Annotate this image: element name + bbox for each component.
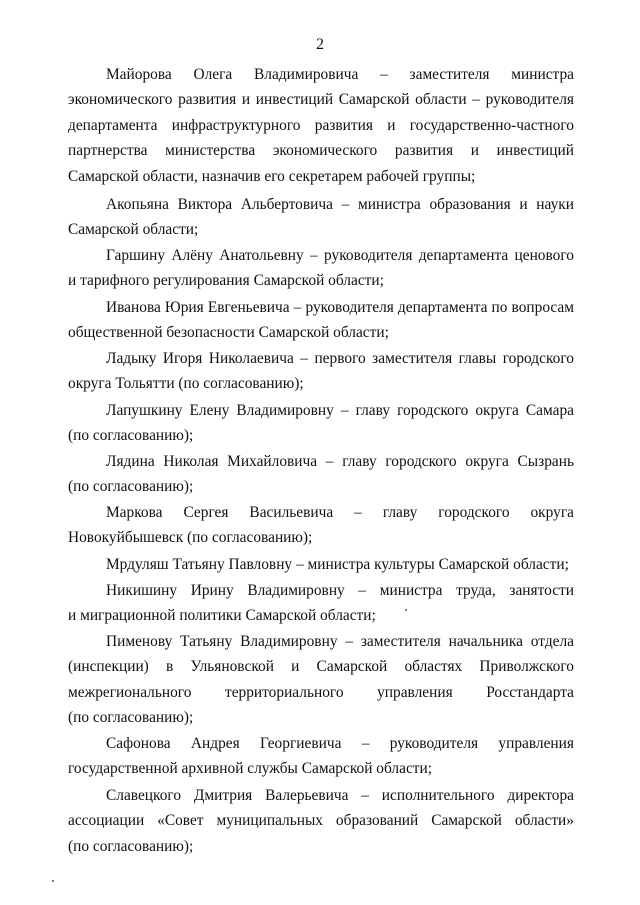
member-entry: [68, 629, 574, 731]
entry-line: Самарской области;: [68, 221, 199, 239]
member-entry: [68, 243, 574, 294]
member-entry: [68, 346, 574, 397]
entry-line: Ладыку Игоря Николаевича – первого заместителя главы городского: [106, 350, 574, 367]
page-number: 2: [316, 36, 324, 53]
entry-line: и миграционной политики Самарской области;: [68, 607, 376, 625]
entry-line: государственной архивной службы Самарской области;: [68, 760, 433, 778]
entry-line: округа Тольятти (по согласованию);: [68, 375, 304, 393]
entry-line: (по согласованию);: [68, 427, 194, 445]
entry-line: Сафонова Андрея Георгиевича – руководителя управления: [106, 735, 574, 752]
entry-line: (по согласованию);: [68, 837, 194, 855]
entry-line: (по согласованию);: [68, 478, 194, 496]
entry-line: Новокуйбышевск (по согласованию);: [68, 529, 313, 547]
entry-line: общественной безопасности Самарской области;: [68, 324, 389, 342]
member-entry: [68, 192, 574, 243]
member-entry: [68, 578, 574, 629]
member-entry: [68, 62, 574, 189]
member-entry: [68, 295, 574, 346]
entry-line: Самарской области, назначив его секретарем рабочей группы;: [68, 167, 476, 185]
entry-line: Славецкого Дмитрия Валерьевича – исполнительного директора: [106, 787, 574, 804]
entry-line: Маркова Сергея Васильевича – главу городского округа: [106, 504, 574, 521]
entry-line: межрегионального территориального управления Росстандарта: [68, 683, 574, 701]
entry-line: Иванова Юрия Евгеньевича – руководителя департамента по вопросам: [106, 299, 574, 316]
member-entry: [68, 783, 574, 859]
member-entry: [68, 731, 574, 782]
entry-line: партнерства министерства экономического развития и инвестиций: [68, 142, 574, 160]
entry-line: Пименову Татьяну Владимировну – заместителя начальника отдела: [106, 633, 574, 650]
member-entry: [68, 500, 574, 551]
entry-line: Гаршину Алёну Анатольевну – руководителя департамента ценового: [106, 247, 574, 264]
entry-line: Никишину Ирину Владимировну – министра труда, занятости: [106, 582, 574, 599]
member-entry: [68, 552, 574, 577]
member-entry: [68, 398, 574, 449]
scan-speck: [405, 609, 407, 611]
entry-line: Лапушкину Елену Владимировну – главу городского округа Самара: [106, 402, 574, 419]
scan-speck: [52, 880, 54, 882]
member-entry: [68, 449, 574, 500]
entry-line: департамента инфраструктурного развития и государственно-частного: [68, 116, 574, 134]
entry-line: Лядина Николая Михайловича – главу городского округа Сызрань: [106, 453, 574, 470]
entry-line: экономического развития и инвестиций Самарской области – руководителя: [68, 91, 574, 109]
entry-line: и тарифного регулирования Самарской области;: [68, 272, 384, 290]
entry-line: Майорова Олега Владимировича – заместителя министра: [106, 66, 574, 83]
entry-line: (по согласованию);: [68, 709, 194, 727]
entry-line: ассоциации «Совет муниципальных образований Самарской области»: [68, 812, 574, 830]
entry-line: Акопьяна Виктора Альбертовича – министра образования и науки: [106, 196, 574, 213]
entry-line: Мрдуляш Татьяну Павловну – министра культуры Самарской области;: [106, 556, 569, 573]
entry-line: (инспекции) в Ульяновской и Самарской областях Приволжского: [68, 658, 574, 676]
